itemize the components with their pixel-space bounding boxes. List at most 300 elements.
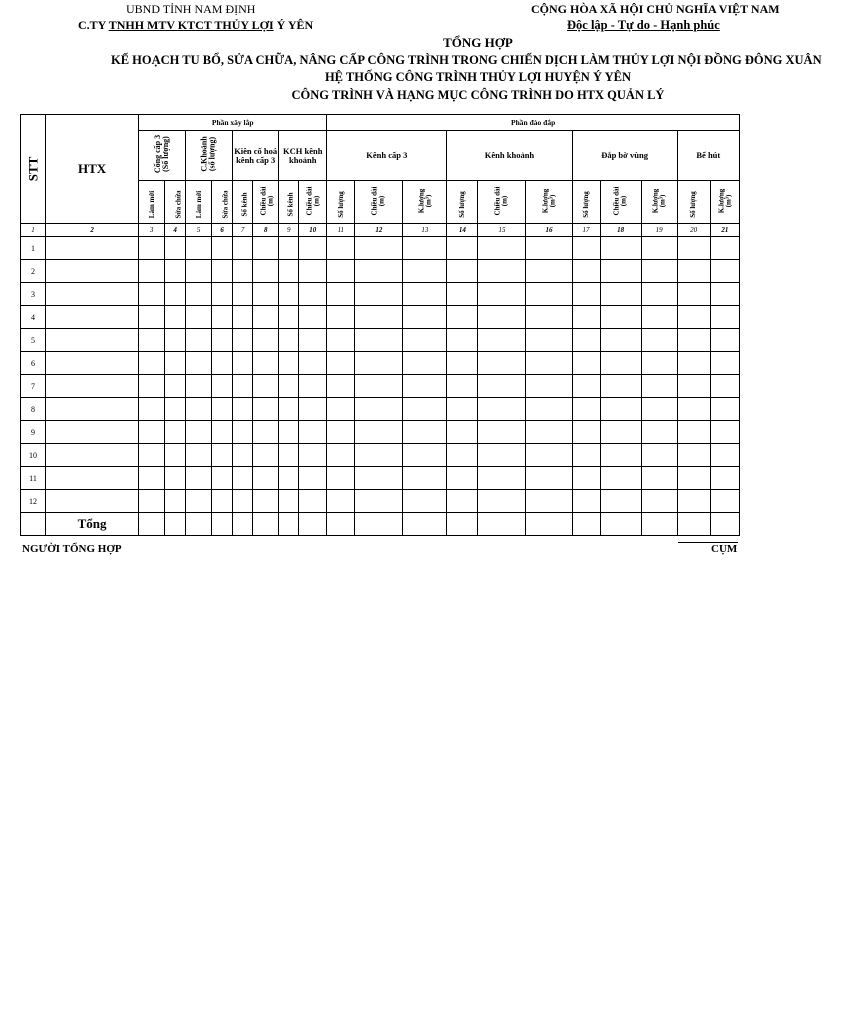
table-cell[interactable] bbox=[526, 421, 572, 444]
table-cell[interactable] bbox=[233, 329, 253, 352]
table-cell[interactable] bbox=[641, 444, 677, 467]
table-row bbox=[21, 260, 740, 283]
table-cell[interactable] bbox=[299, 375, 327, 398]
table-cell[interactable] bbox=[403, 237, 447, 260]
col-num: 11 bbox=[327, 224, 355, 237]
table-cell[interactable] bbox=[253, 306, 279, 329]
table-cell[interactable] bbox=[233, 490, 253, 513]
table-cell[interactable] bbox=[139, 352, 165, 375]
footer-left: NGƯỜI TỔNG HỢP bbox=[22, 543, 122, 555]
table-cell[interactable] bbox=[299, 490, 327, 513]
cong-cap3-unit: (Số lượng) bbox=[161, 136, 171, 172]
table-cell[interactable] bbox=[212, 306, 233, 329]
table-cell[interactable] bbox=[526, 260, 572, 283]
table-cell[interactable] bbox=[677, 467, 710, 490]
table-cell[interactable] bbox=[403, 375, 447, 398]
htx-cell[interactable] bbox=[46, 490, 139, 513]
table-cell[interactable] bbox=[186, 398, 212, 421]
table-cell[interactable] bbox=[139, 513, 165, 536]
table-cell[interactable] bbox=[327, 513, 355, 536]
table-cell[interactable] bbox=[600, 306, 641, 329]
table-cell[interactable] bbox=[355, 283, 403, 306]
htx-cell[interactable] bbox=[46, 237, 139, 260]
htx-cell[interactable] bbox=[46, 260, 139, 283]
table-cell[interactable] bbox=[327, 329, 355, 352]
table-cell[interactable] bbox=[233, 421, 253, 444]
table-cell[interactable] bbox=[447, 306, 478, 329]
table-cell[interactable] bbox=[279, 329, 299, 352]
table-cell[interactable] bbox=[299, 467, 327, 490]
unit-m3: (m³) bbox=[658, 194, 667, 208]
table-cell[interactable] bbox=[253, 513, 279, 536]
col-num: 5 bbox=[186, 224, 212, 237]
table-cell[interactable] bbox=[600, 283, 641, 306]
table-cell[interactable] bbox=[710, 237, 739, 260]
table-cell[interactable] bbox=[279, 513, 299, 536]
table-cell[interactable] bbox=[279, 306, 299, 329]
table-cell[interactable] bbox=[299, 352, 327, 375]
col-sua-chua bbox=[165, 181, 186, 224]
table-cell[interactable] bbox=[447, 444, 478, 467]
chieu-dai-label: Chiều dài bbox=[493, 186, 502, 216]
table-cell[interactable] bbox=[355, 490, 403, 513]
table-cell[interactable] bbox=[279, 375, 299, 398]
row-number: 3 bbox=[21, 283, 46, 306]
table-cell[interactable] bbox=[233, 260, 253, 283]
table-cell[interactable] bbox=[253, 283, 279, 306]
table-cell[interactable] bbox=[253, 352, 279, 375]
table-cell[interactable] bbox=[526, 329, 572, 352]
table-cell[interactable] bbox=[212, 490, 233, 513]
table-cell[interactable] bbox=[253, 329, 279, 352]
table-cell[interactable] bbox=[526, 398, 572, 421]
htx-cell[interactable] bbox=[46, 398, 139, 421]
table-cell[interactable] bbox=[403, 444, 447, 467]
htx-cell[interactable] bbox=[46, 375, 139, 398]
kch-header: KCH kênh khoảnh bbox=[279, 131, 327, 181]
table-cell[interactable] bbox=[233, 352, 253, 375]
table-cell[interactable] bbox=[212, 352, 233, 375]
table-cell[interactable] bbox=[355, 444, 403, 467]
table-cell[interactable] bbox=[279, 421, 299, 444]
table-cell[interactable] bbox=[165, 421, 186, 444]
table-cell[interactable] bbox=[447, 260, 478, 283]
table-cell[interactable] bbox=[279, 237, 299, 260]
table-cell[interactable] bbox=[677, 375, 710, 398]
group-xay-lap: Phần xây lắp bbox=[139, 115, 327, 131]
table-cell[interactable] bbox=[572, 260, 600, 283]
table-cell[interactable] bbox=[233, 237, 253, 260]
table-cell[interactable] bbox=[139, 467, 165, 490]
table-cell[interactable] bbox=[710, 490, 739, 513]
table-cell[interactable] bbox=[355, 375, 403, 398]
col-num: 16 bbox=[526, 224, 572, 237]
htx-cell[interactable] bbox=[46, 306, 139, 329]
table-cell[interactable] bbox=[600, 329, 641, 352]
table-cell[interactable] bbox=[212, 237, 233, 260]
table-cell[interactable] bbox=[677, 306, 710, 329]
table-cell[interactable] bbox=[710, 352, 739, 375]
table-cell[interactable] bbox=[186, 444, 212, 467]
table-cell[interactable] bbox=[641, 329, 677, 352]
table-cell[interactable] bbox=[279, 398, 299, 421]
table-cell[interactable] bbox=[677, 513, 710, 536]
table-cell[interactable] bbox=[641, 306, 677, 329]
row-number: 11 bbox=[21, 467, 46, 490]
table-cell[interactable] bbox=[165, 513, 186, 536]
table-cell[interactable] bbox=[677, 490, 710, 513]
table-cell[interactable] bbox=[677, 283, 710, 306]
table-cell[interactable] bbox=[139, 490, 165, 513]
table-cell[interactable] bbox=[526, 375, 572, 398]
table-cell[interactable] bbox=[327, 352, 355, 375]
table-cell[interactable] bbox=[403, 490, 447, 513]
table-cell[interactable] bbox=[165, 352, 186, 375]
table-cell[interactable] bbox=[710, 329, 739, 352]
row-number: 10 bbox=[21, 444, 46, 467]
table-cell[interactable] bbox=[677, 444, 710, 467]
table-cell[interactable] bbox=[299, 444, 327, 467]
chieu-dai-label: Chiều dài bbox=[612, 186, 621, 216]
table-cell[interactable] bbox=[253, 260, 279, 283]
table-cell[interactable] bbox=[186, 352, 212, 375]
table-cell[interactable] bbox=[641, 398, 677, 421]
row-number: 1 bbox=[21, 237, 46, 260]
table-cell[interactable] bbox=[212, 283, 233, 306]
table-cell[interactable] bbox=[526, 513, 572, 536]
table-cell[interactable] bbox=[641, 352, 677, 375]
table-cell[interactable] bbox=[478, 513, 526, 536]
table-cell[interactable] bbox=[299, 398, 327, 421]
table-cell[interactable] bbox=[165, 283, 186, 306]
table-cell[interactable] bbox=[212, 260, 233, 283]
table-cell[interactable] bbox=[233, 513, 253, 536]
table-cell[interactable] bbox=[327, 490, 355, 513]
htx-cell[interactable] bbox=[46, 329, 139, 352]
table-cell[interactable] bbox=[403, 421, 447, 444]
table-cell[interactable] bbox=[279, 467, 299, 490]
table-cell[interactable] bbox=[677, 237, 710, 260]
table-cell[interactable] bbox=[677, 329, 710, 352]
table-cell[interactable] bbox=[139, 237, 165, 260]
row-number: 6 bbox=[21, 352, 46, 375]
table-cell[interactable] bbox=[233, 467, 253, 490]
table-cell[interactable] bbox=[355, 260, 403, 283]
table-cell[interactable] bbox=[327, 260, 355, 283]
table-row bbox=[21, 421, 740, 444]
table-cell[interactable] bbox=[253, 490, 279, 513]
table-cell[interactable] bbox=[403, 352, 447, 375]
table-cell[interactable] bbox=[139, 444, 165, 467]
table-cell[interactable] bbox=[447, 375, 478, 398]
table-cell[interactable] bbox=[478, 398, 526, 421]
col-so-luong bbox=[327, 181, 355, 224]
table-cell[interactable] bbox=[478, 329, 526, 352]
table-cell[interactable] bbox=[299, 306, 327, 329]
table-cell[interactable] bbox=[447, 398, 478, 421]
table-cell[interactable] bbox=[526, 467, 572, 490]
table-cell[interactable] bbox=[478, 467, 526, 490]
table-cell[interactable] bbox=[403, 260, 447, 283]
table-cell[interactable] bbox=[403, 283, 447, 306]
table-cell[interactable] bbox=[710, 375, 739, 398]
table-cell[interactable] bbox=[710, 283, 739, 306]
table-cell[interactable] bbox=[299, 329, 327, 352]
table-cell[interactable] bbox=[253, 398, 279, 421]
table-cell[interactable] bbox=[139, 329, 165, 352]
table-cell[interactable] bbox=[447, 467, 478, 490]
table-cell[interactable] bbox=[299, 283, 327, 306]
table-cell[interactable] bbox=[710, 444, 739, 467]
table-cell[interactable] bbox=[572, 513, 600, 536]
table-cell[interactable] bbox=[447, 513, 478, 536]
col-so-kenh bbox=[279, 181, 299, 224]
table-cell[interactable] bbox=[186, 237, 212, 260]
col-num: 20 bbox=[677, 224, 710, 237]
table-cell[interactable] bbox=[299, 421, 327, 444]
table-cell[interactable] bbox=[327, 375, 355, 398]
table-cell[interactable] bbox=[186, 260, 212, 283]
table-cell[interactable] bbox=[572, 237, 600, 260]
table-cell[interactable] bbox=[600, 398, 641, 421]
table-cell[interactable] bbox=[600, 237, 641, 260]
col-so-luong bbox=[572, 181, 600, 224]
table-cell[interactable] bbox=[327, 306, 355, 329]
table-cell[interactable] bbox=[641, 490, 677, 513]
htx-cell[interactable] bbox=[46, 467, 139, 490]
table-cell[interactable] bbox=[327, 283, 355, 306]
table-cell[interactable] bbox=[526, 352, 572, 375]
table-cell[interactable] bbox=[233, 444, 253, 467]
table-cell[interactable] bbox=[677, 421, 710, 444]
col-num: 17 bbox=[572, 224, 600, 237]
col-num: 13 bbox=[403, 224, 447, 237]
table-cell[interactable] bbox=[403, 306, 447, 329]
table-cell[interactable] bbox=[572, 398, 600, 421]
table-cell[interactable] bbox=[139, 398, 165, 421]
group-dao-dap: Phần đào đắp bbox=[327, 115, 740, 131]
table-cell[interactable] bbox=[710, 260, 739, 283]
table-cell[interactable] bbox=[165, 260, 186, 283]
table-cell[interactable] bbox=[447, 237, 478, 260]
table-cell[interactable] bbox=[327, 444, 355, 467]
table-cell[interactable] bbox=[279, 444, 299, 467]
table-cell[interactable] bbox=[186, 283, 212, 306]
table-cell[interactable] bbox=[641, 513, 677, 536]
table-cell[interactable] bbox=[139, 283, 165, 306]
kenh-cap3-header: Kênh cấp 3 bbox=[327, 131, 447, 181]
table-cell[interactable] bbox=[403, 329, 447, 352]
table-cell[interactable] bbox=[677, 260, 710, 283]
table-cell[interactable] bbox=[478, 421, 526, 444]
table-cell[interactable] bbox=[710, 513, 739, 536]
table-cell[interactable] bbox=[212, 375, 233, 398]
table-cell[interactable] bbox=[641, 375, 677, 398]
table-cell[interactable] bbox=[526, 444, 572, 467]
table-cell[interactable] bbox=[572, 283, 600, 306]
table-cell[interactable] bbox=[212, 513, 233, 536]
table-cell[interactable] bbox=[186, 375, 212, 398]
table-cell[interactable] bbox=[355, 237, 403, 260]
table-cell[interactable] bbox=[447, 329, 478, 352]
table-cell[interactable] bbox=[710, 306, 739, 329]
col-so-kenh bbox=[233, 181, 253, 224]
table-cell[interactable] bbox=[233, 306, 253, 329]
table-cell[interactable] bbox=[212, 329, 233, 352]
table-cell[interactable] bbox=[212, 421, 233, 444]
org-line1: UBND TỈNH NAM ĐỊNH bbox=[126, 2, 256, 16]
table-cell[interactable] bbox=[233, 283, 253, 306]
table-cell[interactable] bbox=[186, 513, 212, 536]
table-cell[interactable] bbox=[478, 352, 526, 375]
table-cell[interactable] bbox=[600, 352, 641, 375]
table-cell[interactable] bbox=[212, 398, 233, 421]
table-cell[interactable] bbox=[572, 375, 600, 398]
table-cell[interactable] bbox=[403, 398, 447, 421]
table-cell[interactable] bbox=[710, 421, 739, 444]
table-cell[interactable] bbox=[253, 444, 279, 467]
table-cell[interactable] bbox=[478, 490, 526, 513]
table-cell[interactable] bbox=[600, 260, 641, 283]
table-cell[interactable] bbox=[165, 490, 186, 513]
total-label: Tổng bbox=[46, 513, 139, 536]
table-cell[interactable] bbox=[478, 237, 526, 260]
table-cell[interactable] bbox=[403, 513, 447, 536]
htx-cell[interactable] bbox=[46, 283, 139, 306]
table-cell[interactable] bbox=[253, 467, 279, 490]
table-cell[interactable] bbox=[355, 421, 403, 444]
table-cell[interactable] bbox=[139, 260, 165, 283]
table-cell[interactable] bbox=[526, 306, 572, 329]
table-cell[interactable] bbox=[355, 513, 403, 536]
table-cell[interactable] bbox=[327, 421, 355, 444]
col-so-luong bbox=[447, 181, 478, 224]
table-cell[interactable] bbox=[139, 421, 165, 444]
col-chieu-dai bbox=[253, 181, 279, 224]
table-cell[interactable] bbox=[186, 421, 212, 444]
so-kenh-label: Số kênh bbox=[240, 192, 249, 217]
table-cell[interactable] bbox=[641, 260, 677, 283]
table-cell[interactable] bbox=[186, 490, 212, 513]
so-luong-label: Số lượng bbox=[581, 191, 590, 218]
table-cell[interactable] bbox=[641, 237, 677, 260]
table-cell[interactable] bbox=[447, 283, 478, 306]
table-cell[interactable] bbox=[279, 260, 299, 283]
table-cell[interactable] bbox=[677, 352, 710, 375]
table-cell[interactable] bbox=[478, 260, 526, 283]
table-cell[interactable] bbox=[165, 398, 186, 421]
htx-cell[interactable] bbox=[46, 352, 139, 375]
table-cell[interactable] bbox=[641, 283, 677, 306]
table-cell[interactable] bbox=[299, 260, 327, 283]
table-cell[interactable] bbox=[526, 283, 572, 306]
table-cell[interactable] bbox=[710, 467, 739, 490]
table-cell[interactable] bbox=[327, 237, 355, 260]
col-num: 2 bbox=[46, 224, 139, 237]
table-cell[interactable] bbox=[572, 352, 600, 375]
col-k-luong bbox=[710, 181, 739, 224]
table-cell[interactable] bbox=[600, 444, 641, 467]
table-cell[interactable] bbox=[299, 237, 327, 260]
table-cell[interactable] bbox=[447, 421, 478, 444]
col-num: 21 bbox=[710, 224, 739, 237]
table-cell[interactable] bbox=[478, 375, 526, 398]
table-cell[interactable] bbox=[641, 467, 677, 490]
table-cell[interactable] bbox=[212, 444, 233, 467]
table-cell[interactable] bbox=[600, 375, 641, 398]
table-cell[interactable] bbox=[526, 237, 572, 260]
table-cell[interactable] bbox=[165, 467, 186, 490]
table-cell[interactable] bbox=[327, 398, 355, 421]
table-cell[interactable] bbox=[478, 444, 526, 467]
table-cell[interactable] bbox=[139, 375, 165, 398]
table-cell[interactable] bbox=[355, 352, 403, 375]
table-cell[interactable] bbox=[165, 237, 186, 260]
table-cell[interactable] bbox=[253, 237, 279, 260]
table-cell[interactable] bbox=[186, 306, 212, 329]
col-num: 7 bbox=[233, 224, 253, 237]
table-cell[interactable] bbox=[572, 467, 600, 490]
table-cell[interactable] bbox=[478, 306, 526, 329]
table-cell[interactable] bbox=[403, 467, 447, 490]
table-cell[interactable] bbox=[677, 398, 710, 421]
table-cell[interactable] bbox=[165, 375, 186, 398]
table-cell[interactable] bbox=[572, 306, 600, 329]
table-cell[interactable] bbox=[299, 513, 327, 536]
table-cell[interactable] bbox=[165, 329, 186, 352]
table-cell[interactable] bbox=[641, 421, 677, 444]
table-cell[interactable] bbox=[355, 398, 403, 421]
table-cell[interactable] bbox=[233, 375, 253, 398]
table-cell[interactable] bbox=[526, 490, 572, 513]
table-cell[interactable] bbox=[572, 421, 600, 444]
table-cell[interactable] bbox=[355, 306, 403, 329]
table-cell[interactable] bbox=[478, 283, 526, 306]
table-cell[interactable] bbox=[186, 329, 212, 352]
table-cell[interactable] bbox=[279, 490, 299, 513]
table-cell[interactable] bbox=[600, 421, 641, 444]
col-sua-chua bbox=[212, 181, 233, 224]
table-cell[interactable] bbox=[447, 490, 478, 513]
col-num: 15 bbox=[478, 224, 526, 237]
table-cell[interactable] bbox=[355, 329, 403, 352]
table-cell[interactable] bbox=[572, 444, 600, 467]
table-cell[interactable] bbox=[233, 398, 253, 421]
table-cell[interactable] bbox=[447, 352, 478, 375]
table-cell[interactable] bbox=[253, 375, 279, 398]
htx-cell[interactable] bbox=[46, 421, 139, 444]
table-cell[interactable] bbox=[212, 467, 233, 490]
table-cell[interactable] bbox=[327, 467, 355, 490]
table-cell[interactable] bbox=[572, 329, 600, 352]
table-cell[interactable] bbox=[600, 490, 641, 513]
table-cell[interactable] bbox=[600, 513, 641, 536]
table-cell[interactable] bbox=[165, 444, 186, 467]
htx-cell[interactable] bbox=[46, 444, 139, 467]
table-cell[interactable] bbox=[600, 467, 641, 490]
table-cell[interactable] bbox=[710, 398, 739, 421]
table-cell[interactable] bbox=[572, 490, 600, 513]
table-cell[interactable] bbox=[279, 352, 299, 375]
table-cell[interactable] bbox=[253, 421, 279, 444]
table-cell[interactable] bbox=[186, 467, 212, 490]
table-cell[interactable] bbox=[165, 306, 186, 329]
table-cell[interactable] bbox=[279, 283, 299, 306]
table-cell[interactable] bbox=[139, 306, 165, 329]
col-k-luong bbox=[641, 181, 677, 224]
table-cell[interactable] bbox=[355, 467, 403, 490]
sua-chua-label: Sửa chữa bbox=[221, 190, 230, 219]
